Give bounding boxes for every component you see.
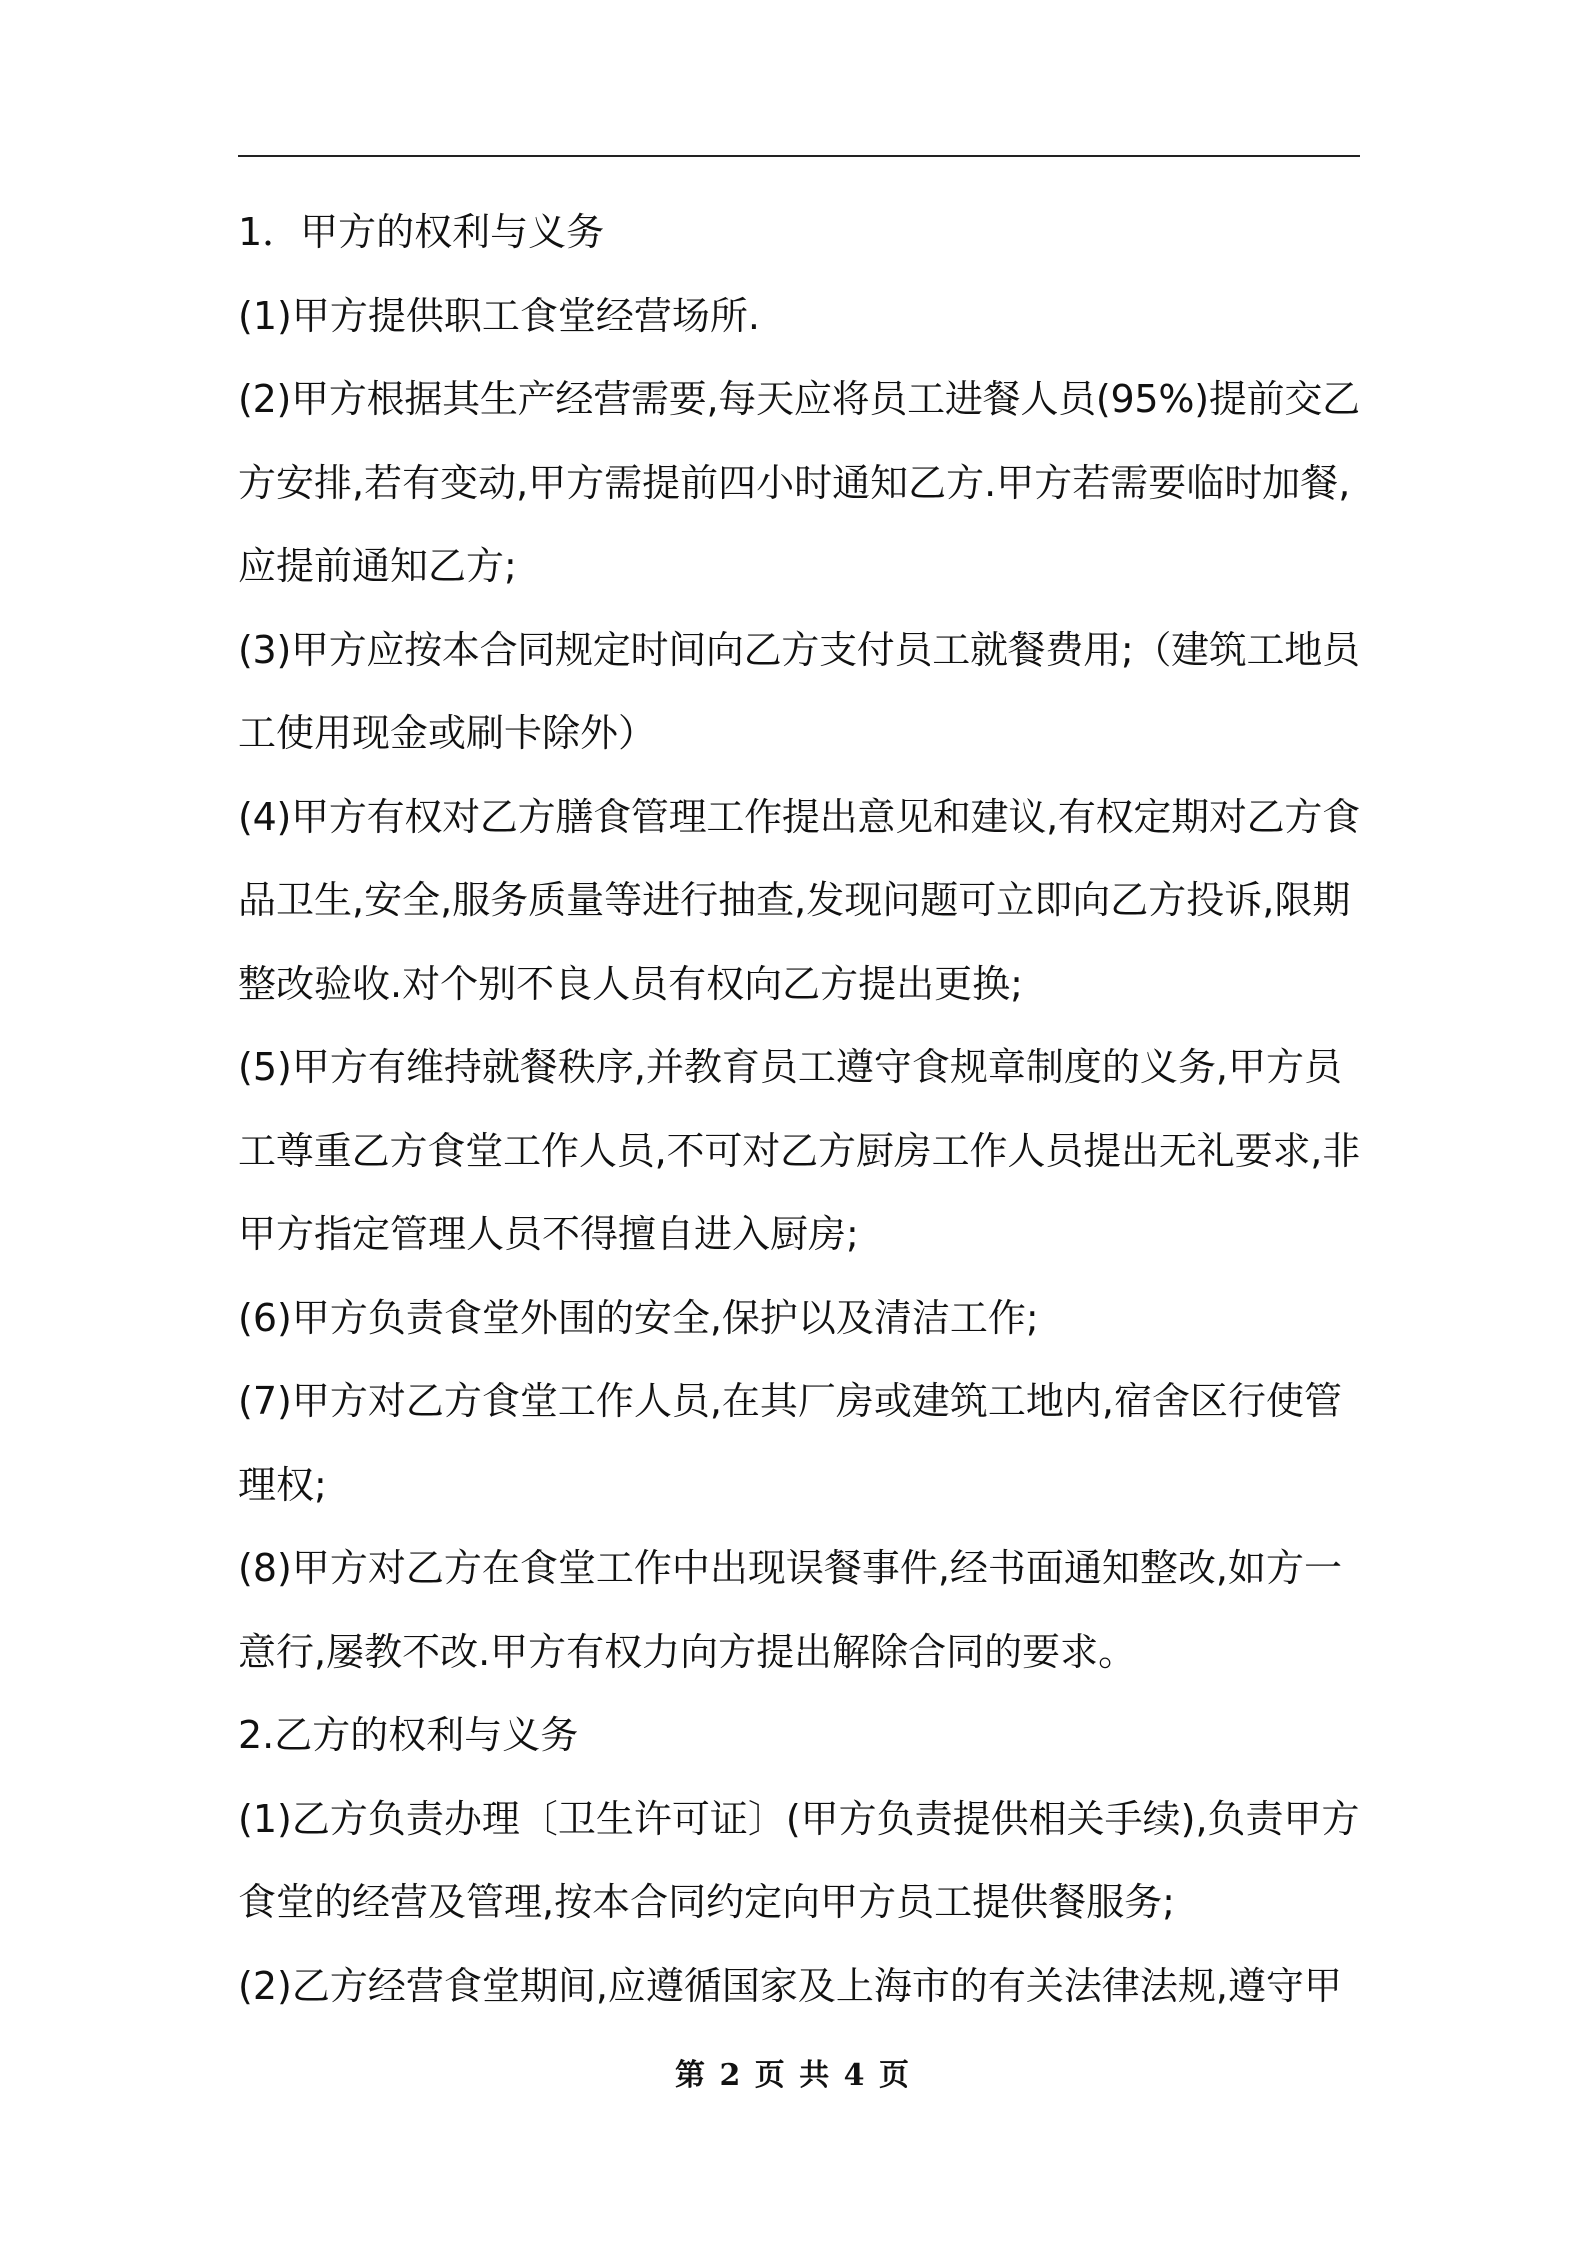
paragraph-line: 品卫生,安全,服务质量等进行抽查,发现问题可立即向乙方投诉,限期 [238,878,1351,922]
paragraph-line: (2)甲方根据其生产经营需要,每天应将员工进餐人员(95%)提前交乙 [238,377,1360,421]
paragraph-line: (1)甲方提供职工食堂经营场所. [238,293,760,338]
paragraph-line: (4)甲方有权对乙方膳食管理工作提出意见和建议,有权定期对乙方食 [238,794,1360,839]
page-number-footer: 第 2 页 共 4 页 [675,2058,911,2093]
paragraph-line: (6)甲方负责食堂外围的安全,保护以及清洁工作; [238,1295,1039,1340]
section-heading: 1．甲方的权利与义务 [238,210,605,254]
paragraph-line: 食堂的经营及管理,按本合同约定向甲方员工提供餐服务; [238,1880,1175,1924]
paragraph-line: (3)甲方应按本合同规定时间向乙方支付员工就餐费用;（建筑工地员 [238,627,1360,672]
paragraph-line: 甲方指定管理人员不得擅自进入厨房; [238,1212,859,1256]
paragraph-line: 意行,屡教不改.甲方有权力向方提出解除合同的要求。 [238,1629,1137,1674]
header-rule [238,155,1360,157]
paragraph-line: (7)甲方对乙方食堂工作人员,在其厂房或建筑工地内,宿舍区行使管 [238,1379,1342,1423]
paragraph-line: 理权; [238,1462,327,1507]
document-body [238,191,1360,2028]
paragraph-line: 方安排,若有变动,甲方需提前四小时通知乙方.甲方若需要临时加餐, [238,460,1351,505]
paragraph-line: (5)甲方有维持就餐秩序,并教育员工遵守食规章制度的义务,甲方员 [238,1045,1342,1089]
paragraph-line: (2)乙方经营食堂期间,应遵循国家及上海市的有关法律法规,遵守甲 [238,1963,1342,2008]
paragraph-line: 整改验收.对个别不良人员有权向乙方提出更换; [238,961,1023,1006]
section-heading: 2.乙方的权利与义务 [238,1713,579,1757]
paragraph-line: 工使用现金或刷卡除外） [238,711,657,755]
paragraph-line: (8)甲方对乙方在食堂工作中出现误餐事件,经书面通知整改,如方一 [238,1546,1342,1590]
paragraph-line: 应提前通知乙方; [238,544,517,588]
paragraph-line: (1)乙方负责办理〔卫生许可证〕(甲方负责提供相关手续),负责甲方 [238,1796,1360,1841]
paragraph-line: 工尊重乙方食堂工作人员,不可对乙方厨房工作人员提出无礼要求,非 [238,1128,1361,1173]
